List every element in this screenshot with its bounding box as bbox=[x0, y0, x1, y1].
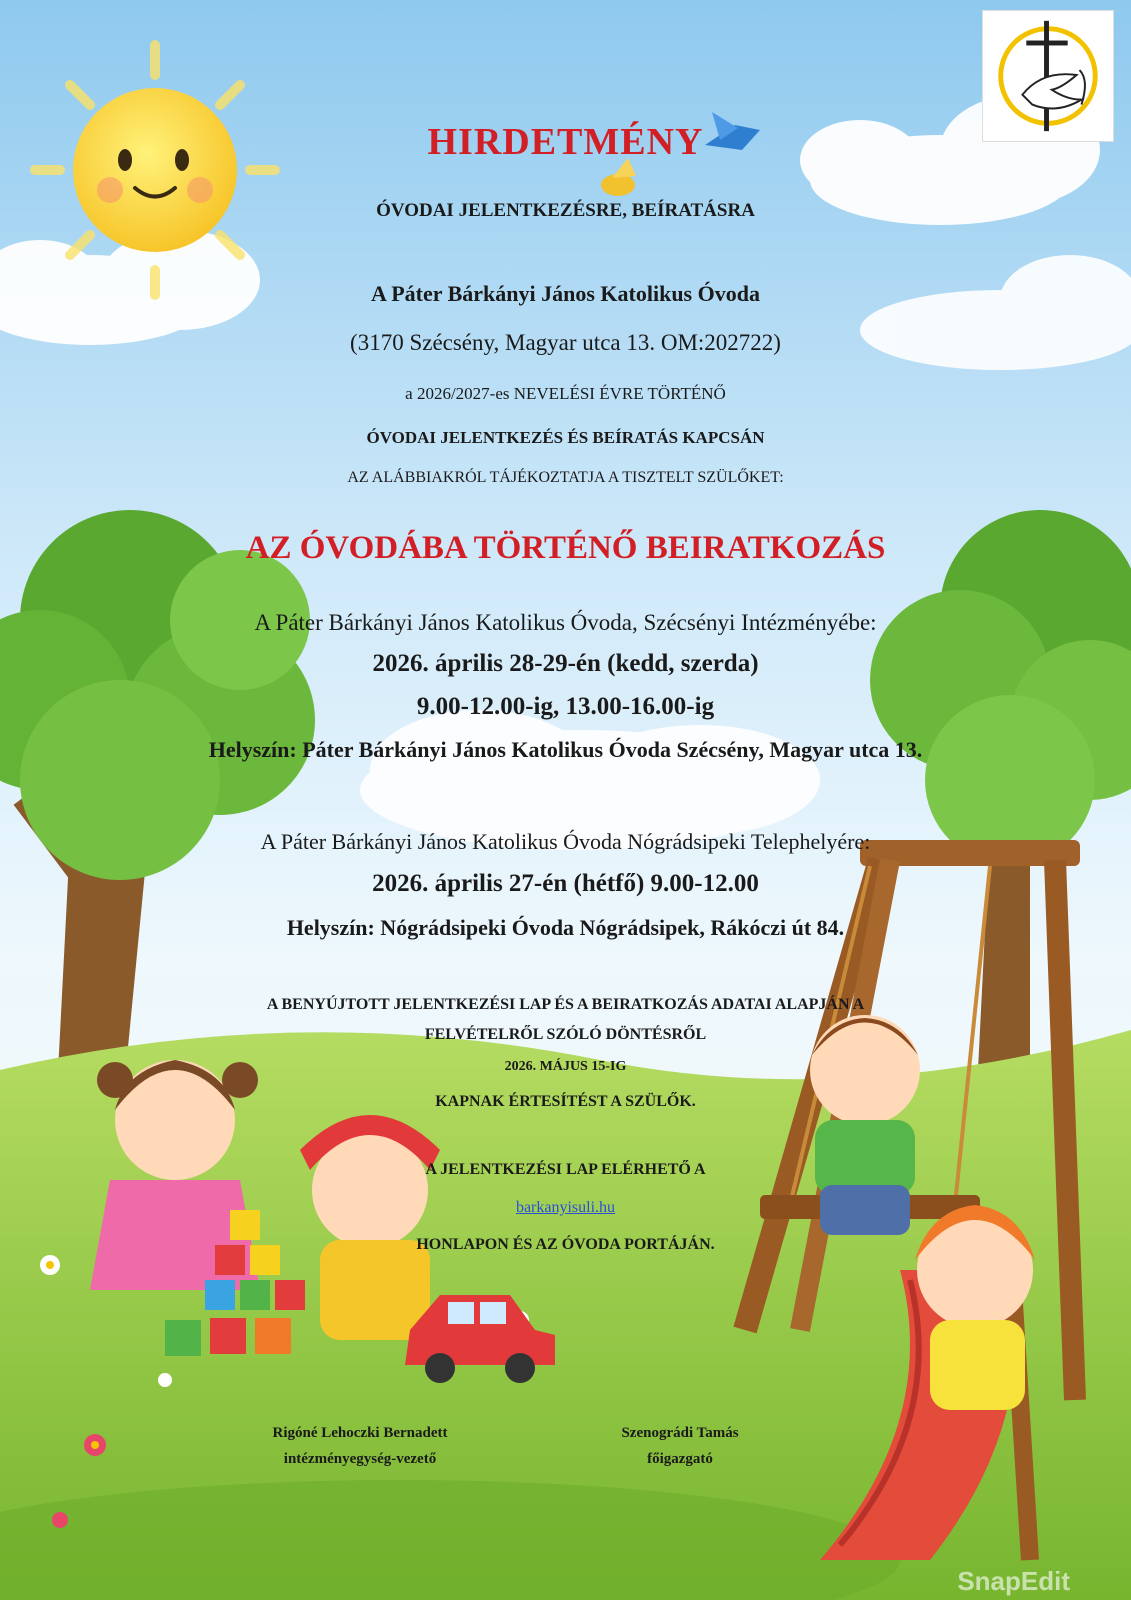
poster-subtitle: ÓVODAI JELENTKEZÉSRE, BEÍRATÁSRA bbox=[376, 200, 755, 221]
sipek-date: 2026. április 27-én (hétfő) 9.00-12.00 bbox=[372, 870, 759, 897]
form-line-1: A JELENTKEZÉSI LAP ELÉRHETŐ A bbox=[425, 1161, 706, 1178]
form-line-2: HONLAPON ÉS AZ ÓVODA PORTÁJÁN. bbox=[416, 1236, 715, 1253]
szecseny-place: Helyszín: Páter Bárkányi János Katolikus Óvoda Szécsény, Magyar utca 13. bbox=[208, 737, 923, 762]
sipek-place: Helyszín: Nógrádsipeki Óvoda Nógrádsipek, Rákóczi út 84. bbox=[286, 915, 845, 940]
org-name: A Páter Bárkányi János Katolikus Óvoda bbox=[371, 281, 760, 306]
signature-1-name: Rigóné Lehoczki Bernadett bbox=[272, 1425, 448, 1441]
intro-line-2: ÓVODAI JELENTKEZÉS ÉS BEÍRATÁS KAPCSÁN bbox=[366, 428, 765, 447]
website-link[interactable]: barkanyisuli.hu bbox=[515, 1199, 616, 1216]
szecseny-date: 2026. április 28-29-én (kedd, szerda) bbox=[372, 650, 759, 677]
sipek-heading: A Páter Bárkányi János Katolikus Óvoda Nógrádsipeki Telephelyére: bbox=[260, 829, 871, 854]
signature-1-role: intézményegység-vezető bbox=[283, 1451, 437, 1467]
notice-line-2: FELVÉTELRŐL SZÓLÓ DÖNTÉSRŐL bbox=[424, 1026, 707, 1043]
poster-title: HIRDETMÉNY bbox=[427, 121, 704, 163]
form-link-row bbox=[0, 1199, 1131, 1217]
notice-line-3: 2026. MÁJUS 15-IG bbox=[504, 1059, 627, 1074]
notice-line-1: A BENYÚJTOTT JELENTKEZÉSI LAP ÉS A BEIRATKOZÁS ADATAI ALAPJÁN A bbox=[266, 996, 865, 1013]
notice-line-4: KAPNAK ÉRTESÍTÉST A SZÜLŐK. bbox=[435, 1093, 696, 1110]
signature-2-name: Szenográdi Tamás bbox=[621, 1425, 739, 1441]
szecseny-time: 9.00-12.00-ig, 13.00-16.00-ig bbox=[416, 693, 715, 720]
section-title: AZ ÓVODÁBA TÖRTÉNŐ BEIRATKOZÁS bbox=[245, 530, 886, 566]
szecseny-heading: A Páter Bárkányi János Katolikus Óvoda, Szécsényi Intézményébe: bbox=[254, 610, 877, 635]
intro-line-3: AZ ALÁBBIAKRÓL TÁJÉKOZTATJA A TISZTELT SZÜLŐKET: bbox=[347, 469, 784, 486]
watermark: SnapEdit bbox=[957, 1566, 1070, 1596]
intro-line-1: a 2026/2027-es NEVELÉSI ÉVRE TÖRTÉNŐ bbox=[405, 384, 726, 403]
signature-2-role: főigazgató bbox=[647, 1451, 713, 1467]
org-address: (3170 Szécsény, Magyar utca 13. OM:202722) bbox=[350, 330, 781, 355]
